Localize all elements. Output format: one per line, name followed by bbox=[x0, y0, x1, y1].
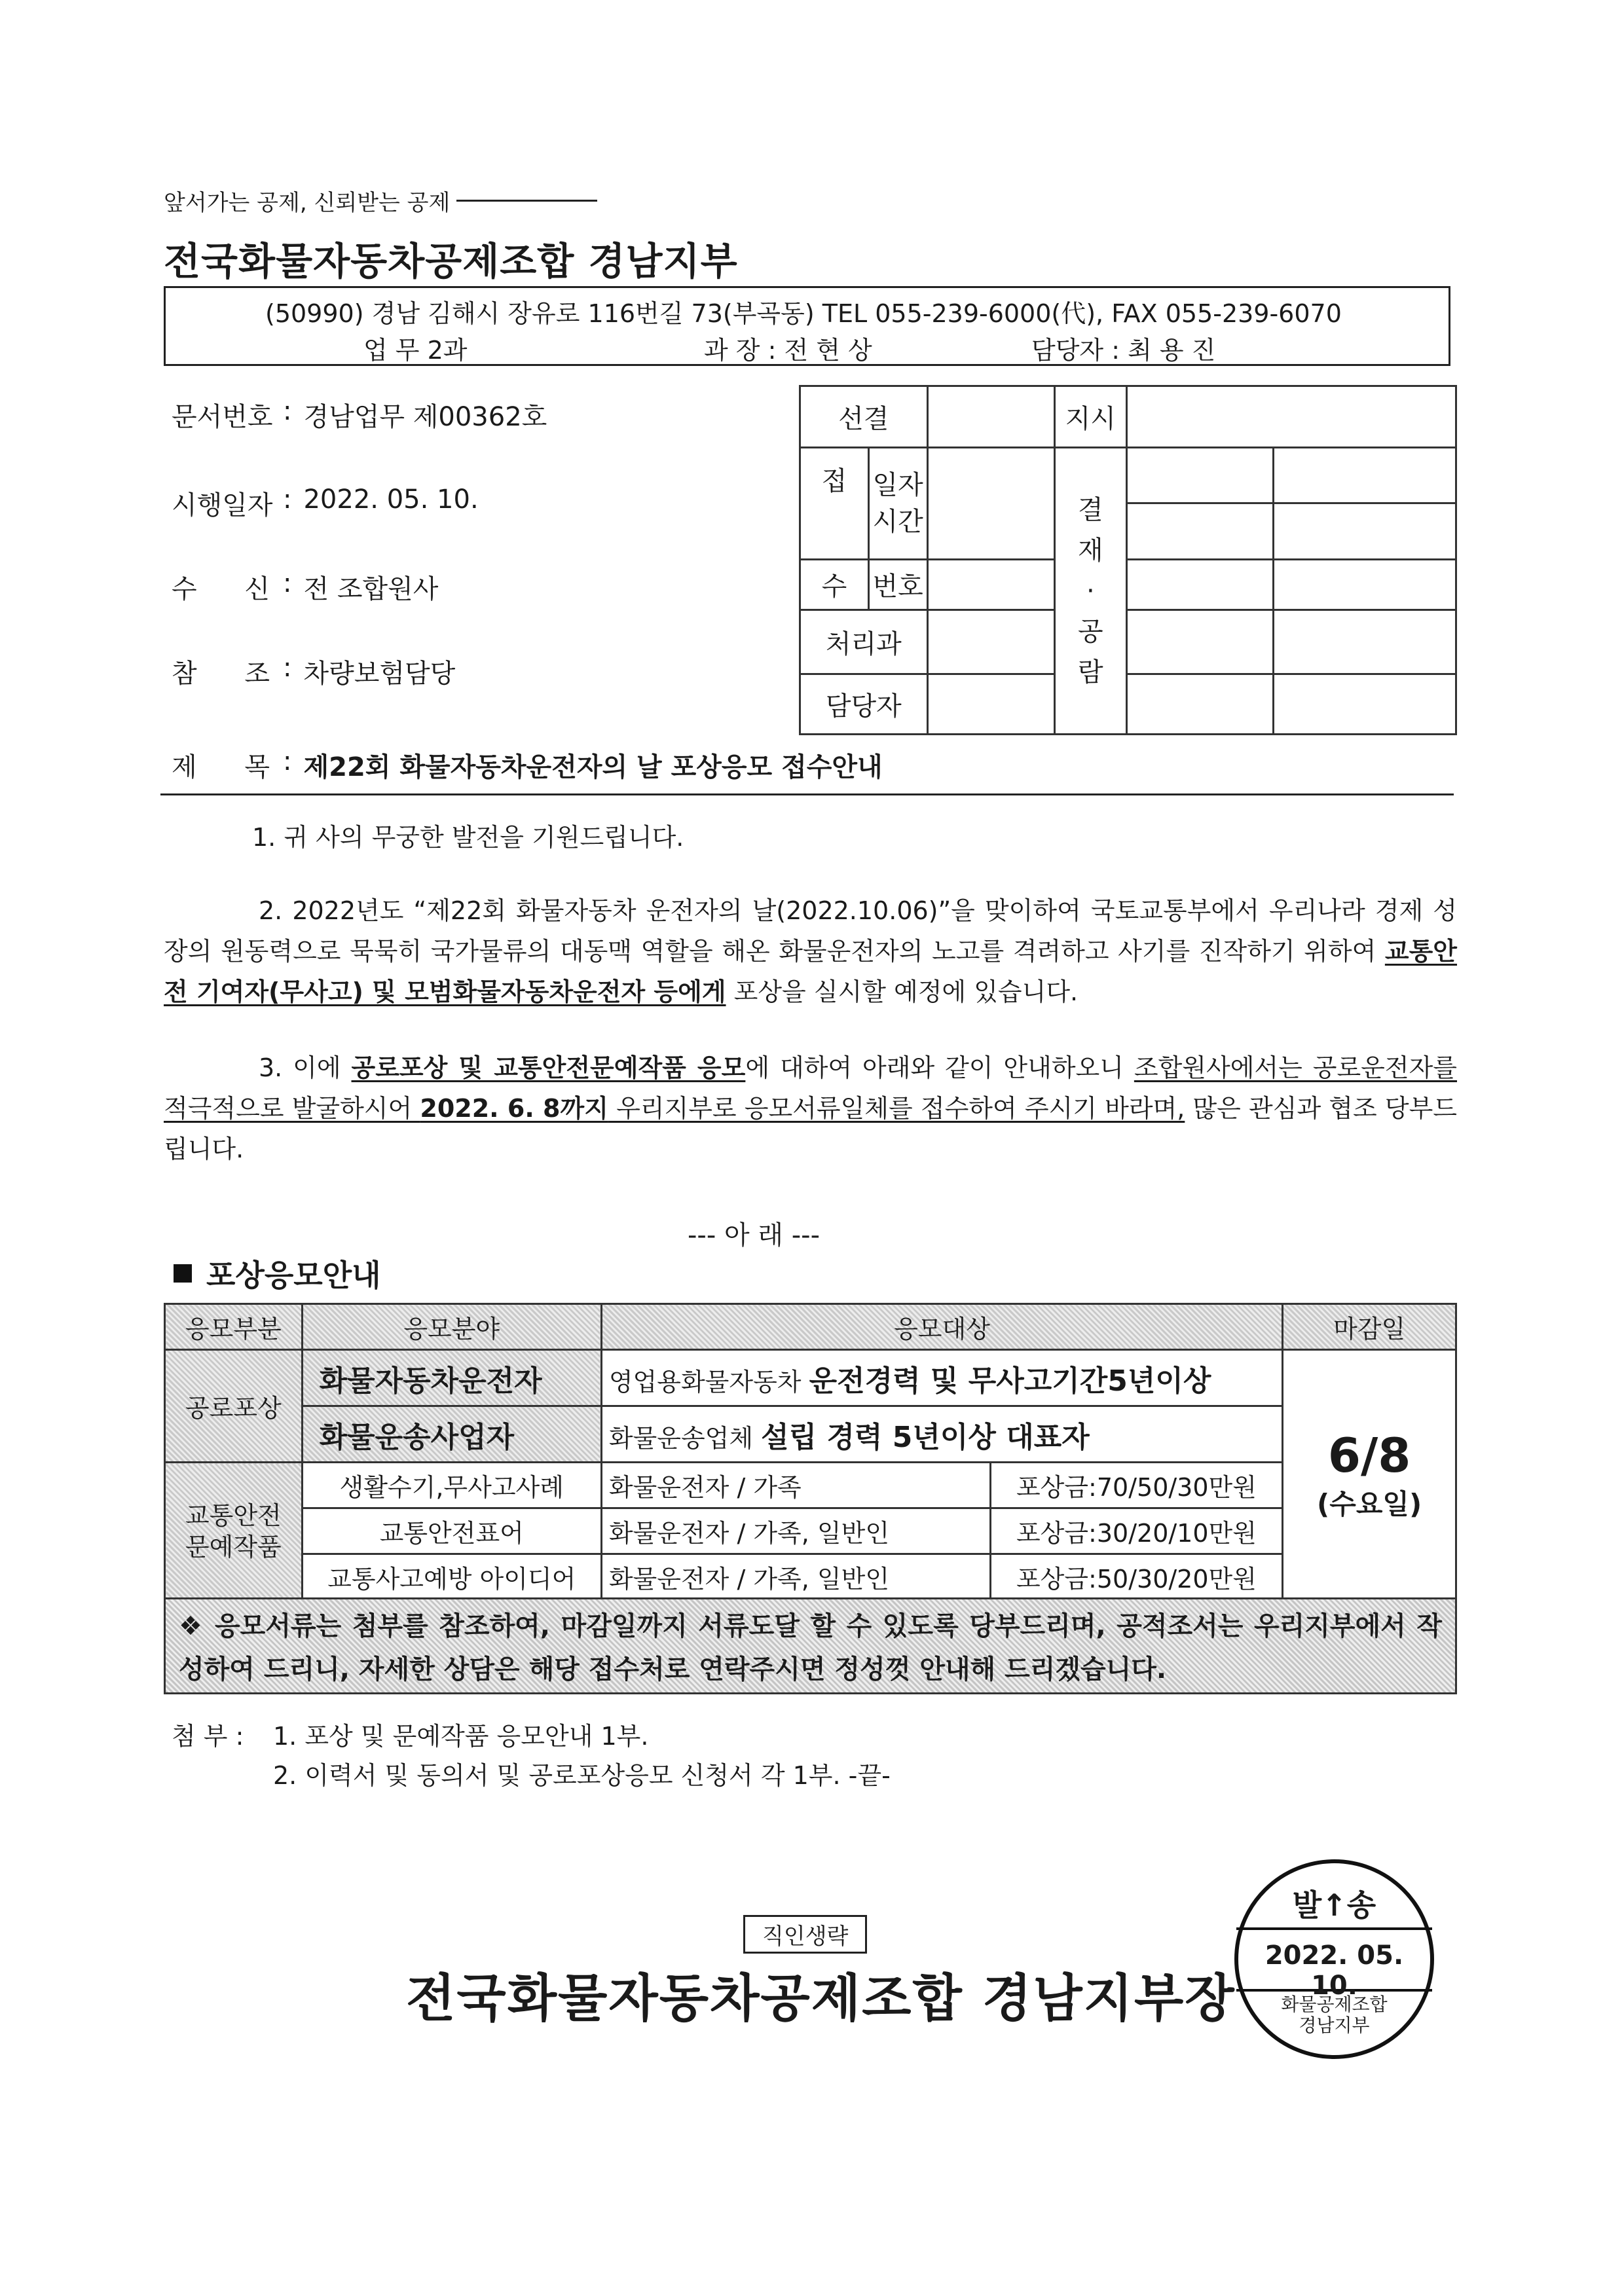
paragraph-2 bbox=[164, 890, 1457, 1012]
target-text: 화물운송업체 bbox=[608, 1423, 762, 1453]
p2-emphasis: 교통안전 기여자(무사고) 및 모범화물자동차운전자 등에게 bbox=[164, 937, 1457, 1006]
approval-cell bbox=[1126, 559, 1273, 610]
processing-dept-label: 처리과 bbox=[800, 610, 928, 674]
issue-date: 2022. 05. 10. bbox=[303, 484, 479, 515]
su-label: 수 bbox=[800, 559, 869, 610]
handler-cell bbox=[927, 674, 1054, 735]
prize-idea: 포상금:50/30/20만원 bbox=[990, 1554, 1283, 1600]
group-merit: 공로포상 bbox=[165, 1350, 303, 1463]
field-slogan: 교통안전표어 bbox=[302, 1508, 601, 1554]
approval-cell bbox=[1126, 610, 1273, 674]
jeop-char: 접 bbox=[821, 466, 847, 496]
subject-label bbox=[172, 746, 270, 784]
deadline-date: 6/8 bbox=[1327, 1427, 1411, 1483]
p3-text-2: 에 대하여 아래와 같이 안내하오니 bbox=[745, 1053, 1134, 1082]
recipient-row bbox=[172, 568, 438, 606]
target-slogan: 화물운전자 / 가족, 일반인 bbox=[601, 1508, 990, 1554]
jisi-label: 지시 bbox=[1054, 386, 1126, 448]
group-literary: 교통안전 문예작품 bbox=[165, 1463, 303, 1600]
p3-underlined-2: 우리지부로 응모서류일체를 접수하여 주시기 바라며, bbox=[608, 1094, 1185, 1123]
target-transport-operator bbox=[601, 1406, 1282, 1463]
attachment-item: 1. 포상 및 문예작품 응모안내 1부. bbox=[273, 1722, 649, 1751]
handler-label: 담당자 bbox=[800, 674, 928, 735]
target-emphasis: 설립 경력 5년이상 대표자 bbox=[761, 1420, 1090, 1454]
address-line: (50990) 경남 김해시 장유로 116번길 73(부곡동) TEL 055-239-6000(代), FAX 055-239-6070 bbox=[265, 299, 1342, 328]
approval-cell bbox=[1273, 559, 1456, 610]
stamp-date: 2022. 05. 10. bbox=[1264, 1941, 1404, 2001]
manager: 과 장 : 전 현 상 bbox=[704, 336, 872, 365]
p3-emphasis: 공로포상 및 교통안전문예작품 응모 bbox=[351, 1053, 746, 1082]
approval-cell bbox=[1126, 674, 1273, 735]
dot-char: · bbox=[1086, 575, 1095, 606]
recipient-label bbox=[172, 568, 270, 606]
approval-cell bbox=[1126, 503, 1273, 559]
sungyeol-label: 선결 bbox=[800, 386, 928, 448]
attachment-item: 2. 이력서 및 동의서 및 공로포상응모 신청서 각 1부. -끝- bbox=[273, 1761, 891, 1790]
p3-underlined: 조합원사에서는 공로운전자를 적극적으로 발굴하시어 bbox=[164, 1053, 1457, 1123]
target-truck-driver bbox=[601, 1350, 1282, 1406]
stamp-org-line1: 화물공제조합 bbox=[1281, 1994, 1388, 2015]
dispatch-stamp bbox=[1234, 1859, 1434, 2059]
approval-table bbox=[799, 385, 1457, 735]
reference-label-b: 조 bbox=[244, 659, 270, 689]
colon: : bbox=[283, 396, 292, 426]
prize-essay: 포상금:70/50/30만원 bbox=[990, 1463, 1283, 1508]
approval-cell bbox=[1273, 503, 1456, 559]
org-title: 전국화물자동차공제조합 경남지부 bbox=[164, 239, 738, 283]
deadline-day: (수요일) bbox=[1317, 1487, 1422, 1520]
slogan bbox=[164, 185, 597, 217]
award-table bbox=[164, 1303, 1457, 1601]
stamp-org-line2: 경남지부 bbox=[1299, 2014, 1370, 2036]
sigan-text: 시간 bbox=[872, 506, 923, 537]
col-part: 응모부분 bbox=[165, 1304, 303, 1350]
subject-label-a: 제 bbox=[172, 752, 197, 782]
target-essay: 화물운전자 / 가족 bbox=[601, 1463, 990, 1508]
doc-number-row bbox=[172, 396, 547, 433]
p2-text: 2. 2022년도 “제22회 화물자동차 운전자의 날(2022.10.06)”을 맞이하여 국토교통부에서 우리나라 경제 성장의 원동력으로 묵묵히 국가물류의 대동맥 역할을 해온 화물운전자의 노고를 격려하고 사기를 진작하기 위하여 bbox=[164, 896, 1457, 966]
section-title: 포상응모안내 bbox=[206, 1258, 381, 1293]
date-time-label bbox=[868, 448, 927, 560]
date-label: 시행일자 bbox=[172, 490, 273, 520]
jeop-su-label bbox=[800, 448, 869, 560]
approval-cell bbox=[1273, 674, 1456, 735]
gyeol-char: 결 bbox=[1077, 494, 1103, 525]
p2-tail: 포상을 실시할 예정에 있습니다. bbox=[726, 977, 1079, 1006]
doc-number-label: 문서번호 bbox=[172, 402, 273, 432]
reference-row bbox=[172, 653, 455, 690]
subject-row bbox=[172, 746, 883, 784]
attachments bbox=[172, 1717, 891, 1795]
field-idea: 교통사고예방 아이디어 bbox=[302, 1554, 601, 1600]
recipient-label-b: 신 bbox=[244, 574, 270, 604]
p3-tail: 많은 관심과 협조 당부드립니다. bbox=[164, 1094, 1457, 1163]
approval-cell bbox=[1273, 448, 1456, 503]
reference-label-a: 참 bbox=[172, 659, 197, 689]
field-transport-operator: 화물운송사업자 bbox=[302, 1406, 601, 1463]
target-emphasis: 운전경력 및 무사고기간5년이상 bbox=[809, 1364, 1211, 1398]
slogan-text: 앞서가는 공제, 신뢰받는 공제 bbox=[164, 190, 451, 216]
below-marker: --- 아 래 --- bbox=[688, 1220, 821, 1250]
sungyeol-cell bbox=[927, 386, 1054, 448]
deadline-cell bbox=[1283, 1350, 1456, 1600]
doc-number: 경남업무 제00362호 bbox=[303, 402, 547, 432]
colon: : bbox=[283, 653, 292, 683]
section-heading bbox=[174, 1252, 381, 1295]
reference: 차량보험담당 bbox=[303, 659, 456, 689]
jisi-cell bbox=[1126, 386, 1456, 448]
square-bullet-icon bbox=[174, 1264, 192, 1283]
paragraph-3 bbox=[164, 1048, 1457, 1169]
field-essay: 생활수기,무사고사례 bbox=[302, 1463, 601, 1508]
recipient-label-a: 수 bbox=[172, 574, 197, 604]
colon: : bbox=[283, 568, 292, 598]
signer: 전국화물자동차공제조합 경남지부장 bbox=[406, 1969, 1236, 2028]
col-target: 응모대상 bbox=[601, 1304, 1282, 1350]
seal-omitted: 직인생략 bbox=[743, 1915, 867, 1954]
ram-char: 람 bbox=[1077, 657, 1103, 687]
reference-label bbox=[172, 653, 270, 690]
colon: : bbox=[283, 746, 292, 776]
p3-text: 3. 이에 bbox=[259, 1053, 352, 1082]
target-idea: 화물운전자 / 가족, 일반인 bbox=[601, 1554, 990, 1600]
attachments-label: 첨 부 : bbox=[172, 1722, 244, 1751]
subject-label-b: 목 bbox=[244, 752, 270, 782]
col-deadline: 마감일 bbox=[1283, 1304, 1456, 1350]
processing-dept-cell bbox=[927, 610, 1054, 674]
attachments-indent bbox=[172, 1756, 273, 1795]
dept: 업 무 2과 bbox=[363, 336, 468, 365]
number-cell bbox=[927, 559, 1054, 610]
divider bbox=[160, 793, 1454, 795]
recipient: 전 조합원사 bbox=[303, 574, 439, 604]
number-label: 번호 bbox=[868, 559, 927, 610]
colon: : bbox=[283, 484, 292, 515]
subject: 제22회 화물자동차운전자의 날 포상응모 접수안내 bbox=[303, 752, 883, 782]
slogan-rule bbox=[456, 200, 597, 202]
date-time-cell bbox=[927, 448, 1054, 560]
field-truck-driver: 화물자동차운전자 bbox=[302, 1350, 601, 1406]
contact-box bbox=[164, 286, 1450, 366]
p3-deadline: 2022. 6. 8까지 bbox=[420, 1094, 608, 1123]
paragraph-1: 1. 귀 사의 무궁한 발전을 기원드립니다. bbox=[252, 823, 684, 852]
ilja-text: 일자 bbox=[872, 469, 923, 500]
jae-char: 재 bbox=[1077, 535, 1103, 566]
approval-cell bbox=[1126, 448, 1273, 503]
gyeoljae-label bbox=[1054, 448, 1126, 735]
approval-cell bbox=[1273, 610, 1456, 674]
date-row bbox=[172, 484, 479, 522]
stamp-top: 발↑송 bbox=[1292, 1887, 1376, 1923]
col-field: 응모분야 bbox=[302, 1304, 601, 1350]
stamp-org bbox=[1238, 1994, 1430, 2036]
notice-box: ❖ 응모서류는 첨부를 참조하여, 마감일까지 서류도달 할 수 있도록 당부드리며, 공적조서는 우리지부에서 작성하여 드리니, 자세한 상담은 해당 접수처로 연락주시면 정성껏 안내해 드리겠습니다. bbox=[164, 1597, 1457, 1694]
person-in-charge: 담당자 : 최 용 진 bbox=[1031, 336, 1216, 365]
gong-char: 공 bbox=[1077, 616, 1103, 647]
target-text: 영업용화물자동차 bbox=[608, 1367, 809, 1396]
prize-slogan: 포상금:30/20/10만원 bbox=[990, 1508, 1283, 1554]
